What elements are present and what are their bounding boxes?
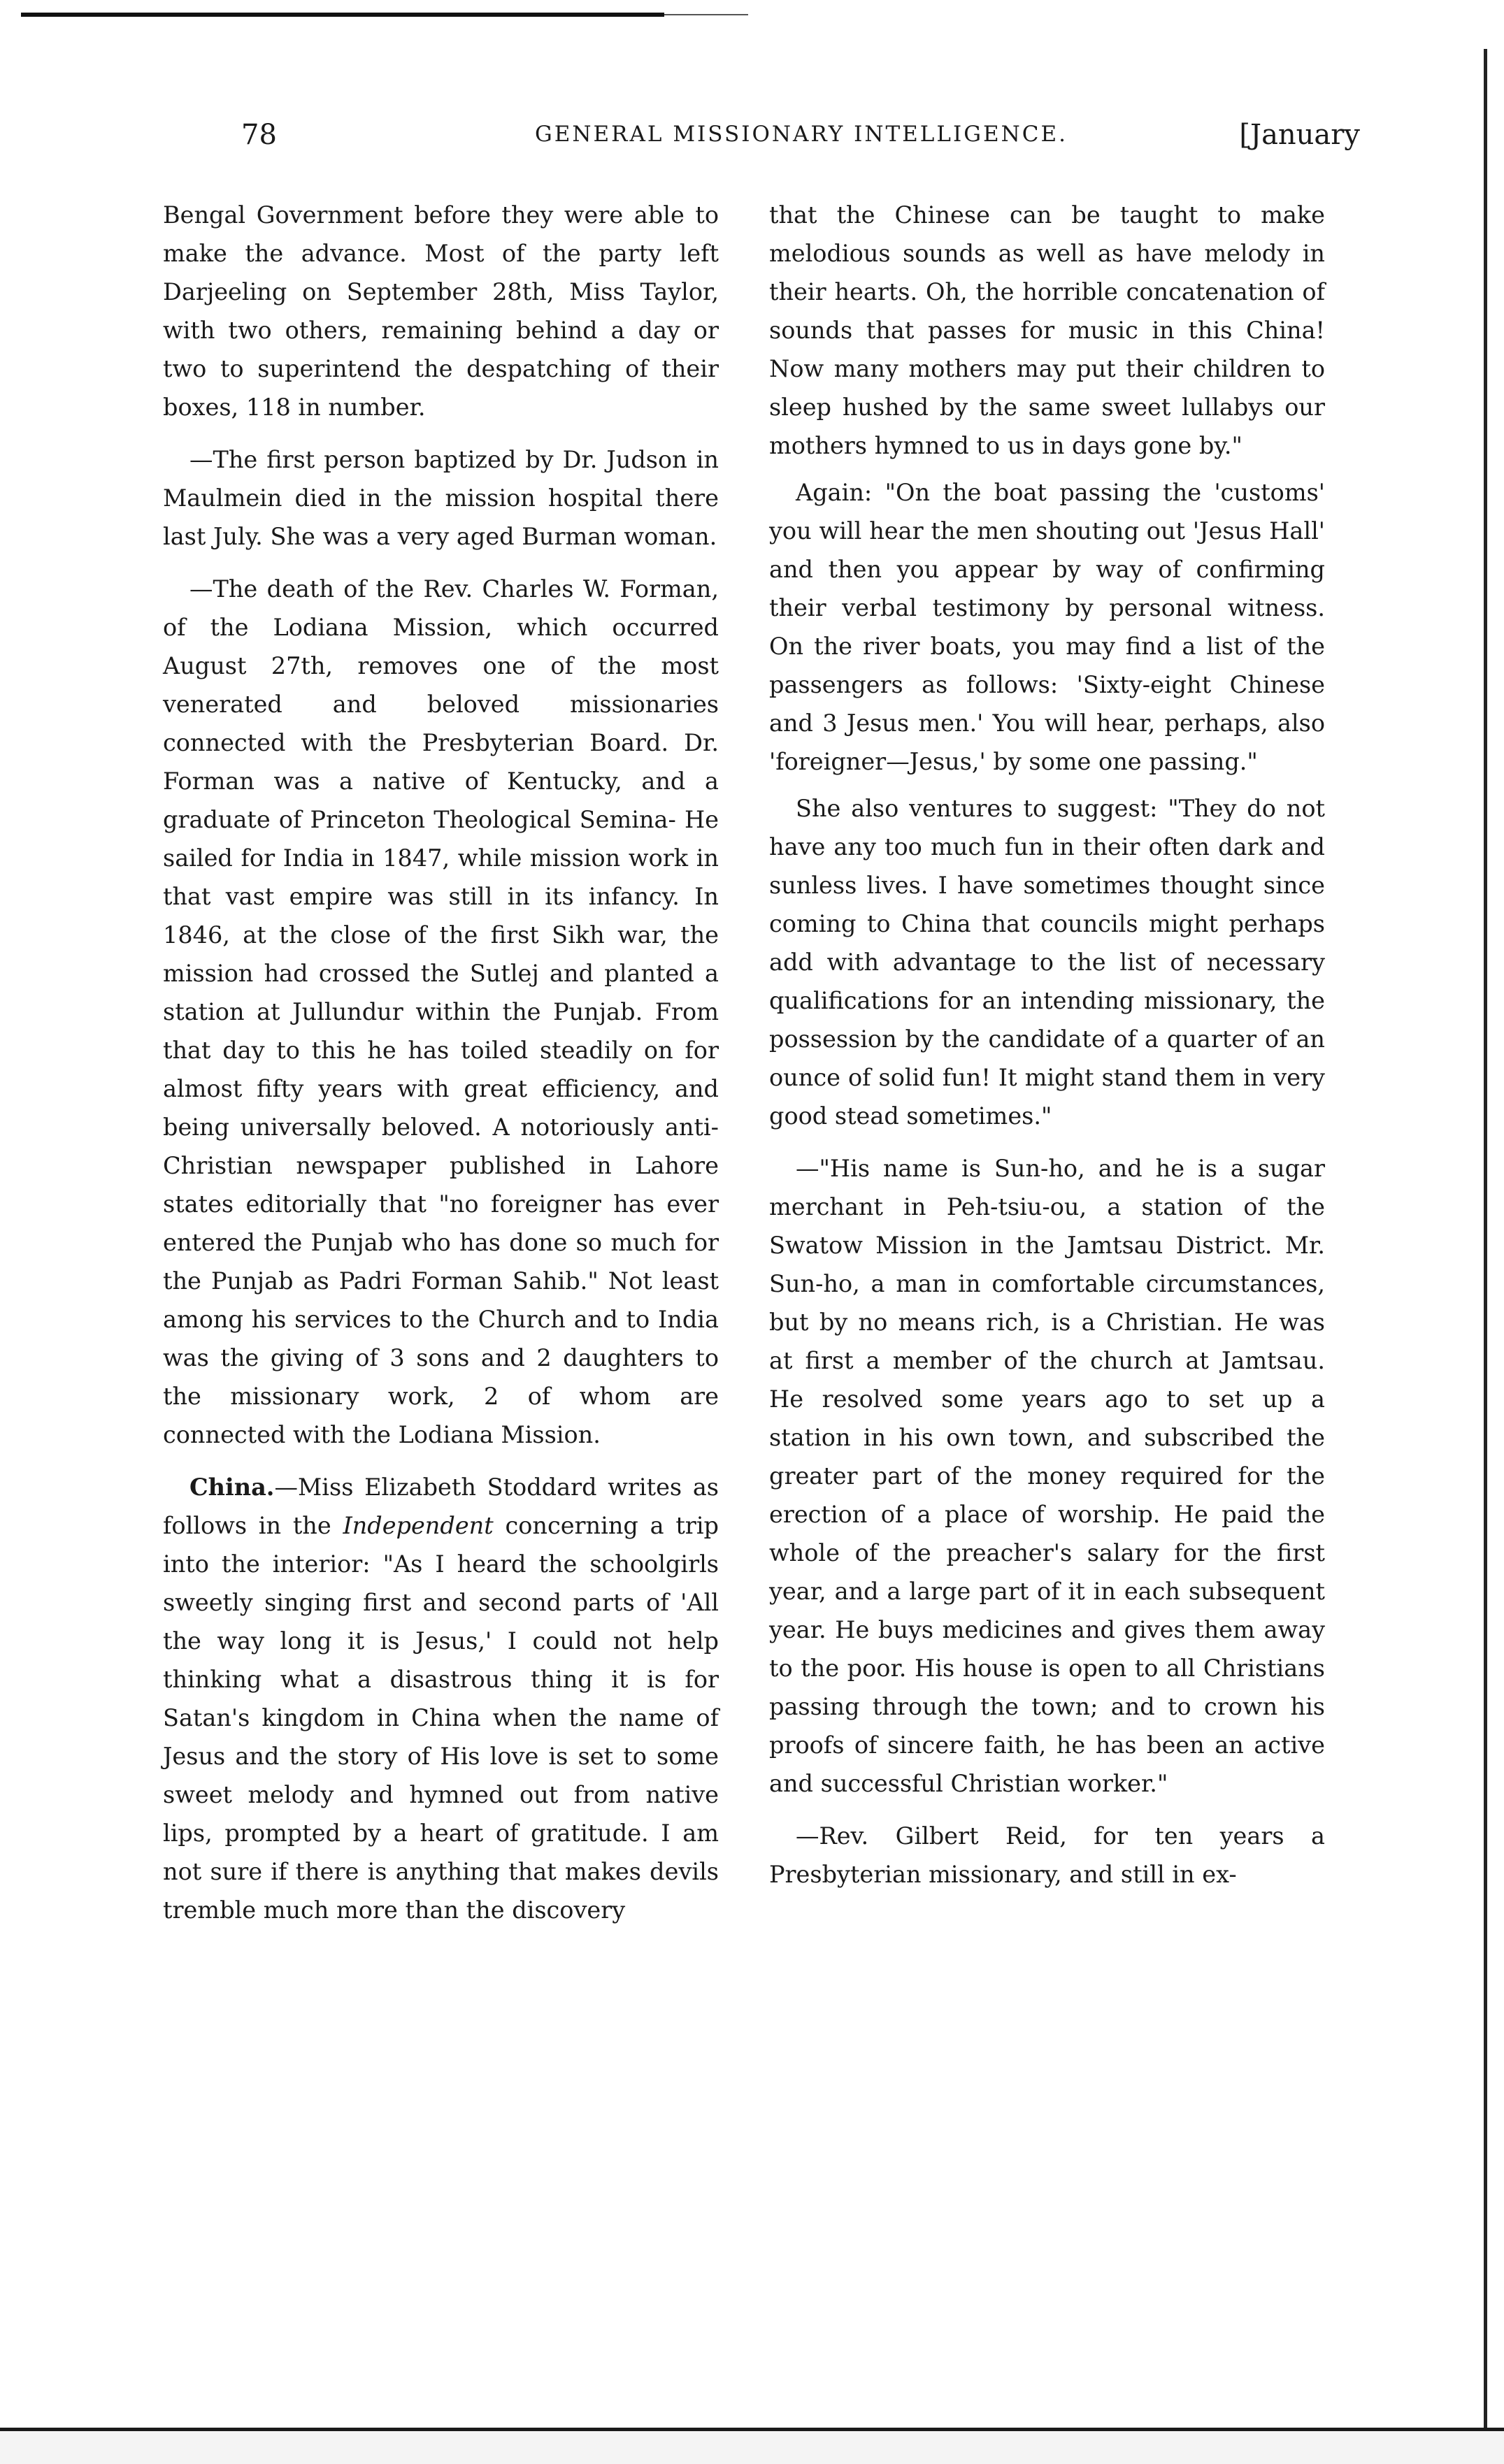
left-column (163, 196, 719, 2377)
right-column (769, 196, 1325, 2377)
running-title: GENERAL MISSIONARY INTELLIGENCE. (535, 122, 1068, 147)
publication-title: Independent (343, 1512, 494, 1539)
paragraph-sun-ho: —"His name is Sun-ho, and he is a sugar merchant in Peh-tsiu-ou, a station of the Swatow Mission in the Jamtsau District. Mr. Sun-ho, a man in comfortable circumstances, but by no means rich, is a Christian. He was at first a member of the church at Jamtsau. He resolved some years ago to set up a station in his own town, and subscribed the greater part of the money required for the erection of a place of worship. He paid the whole of the preacher's salary for the first year, and a large part of it in each subsequent year. He buys medicines and gives them away to the poor. His house is open to all Christians passing through the town; and to crown his proofs of sincere faith, he has been an active and successful Christian worker." (769, 1155, 1325, 1797)
running-month: [January (1239, 119, 1360, 151)
paragraph-china-text-b: concerning a trip into the interior: "As I heard the schoolgirls sweetly singing first and second parts of 'All the way long it is Jesus,' I could not help thinking what a disastrous thing it is for Satan's kingdom in China when the name of Jesus and the story of His love is set to some sweet melody and hymned out from native lips, prompted by a heart of gratitude. I am not sure if there is anything that makes devils tremble much more than the discovery (163, 1512, 719, 1924)
paragraph-customs-boat: Again: "On the boat passing the 'customs' you will hear the men shouting out 'Jesus Hall' and then you appear by way of confirming their verbal testimony by personal witness. On the river boats, you may find a list of the passengers as follows: 'Sixty-eight Chinese and 3 Jesus men.' You will hear, perhaps, also 'foreigner—Jesus,' by some one passing." (769, 479, 1325, 775)
paragraph-china-stoddard (163, 1468, 719, 1929)
bottom-margin (0, 2431, 1504, 2464)
page-edge-shadow (1484, 49, 1487, 2440)
page-number: 78 (241, 119, 277, 151)
top-border-rule-thin (664, 14, 748, 15)
paragraph-gilbert-reid: —Rev. Gilbert Reid, for ten years a Presbyterian missionary, and still in ex- (769, 1822, 1325, 1888)
section-lead-china: China. (189, 1474, 275, 1501)
top-border-rule (21, 13, 664, 17)
paragraph-forman-death: —The death of the Rev. Charles W. Forman, of the Lodiana Mission, which occurred August 27th, removes one of the most venerated and beloved missionaries connected with the Presbyterian Board. Dr. Forman was a native of Kentucky, and a graduate of Princeton Theological Semina- He sailed for India in 1847, while mission work in that vast empire was still in its infancy. In 1846, at the close of the first Sikh war, the mission had crossed the Sutlej and planted a station at Jullundur within the Punjab. From that day to this he has toiled steadily on for almost fifty years with great efficiency, and being universally beloved. A notoriously anti-Christian newspaper published in Lahore states editorially that "no foreigner has ever entered the Punjab who has done so much for the Punjab as Padri Forman Sahib." Not least among his services to the Church and to India was the giving of 3 sons and 2 daughters to the missionary work, 2 of whom are connected with the Lodiana Mission. (163, 575, 719, 1448)
paragraph-fun-suggestion: She also ventures to suggest: "They do not have any too much fun in their often dark and sunless lives. I have sometimes thought since coming to China that councils might perhaps add with advantage to the list of necessary qualifications for an intending missionary, the possession by the candidate of a quarter of an ounce of solid fun! It might stand them in very good stead sometimes." (769, 795, 1325, 1130)
paragraph-bengal-government: Bengal Government before they were able to make the advance. Most of the party left Darjeeling on September 28th, Miss Taylor, with two others, remaining behind a day or two to superintend the despatching of their boxes, 118 in number. (163, 201, 719, 421)
paragraph-chinese-melody: that the Chinese can be taught to make melodious sounds as well as have melody in their hearts. Oh, the horrible concatenation of sounds that passes for music in this China! Now many mothers may put their children to sleep hushed by the same sweet lullabys our mothers hymned to us in days gone by." (769, 201, 1325, 459)
paragraph-judson-baptism: —The first person baptized by Dr. Judson in Maulmein died in the mission hospital there last July. She was a very aged Burman woman. (163, 446, 719, 550)
paragraph-china-text-a: —Miss Elizabeth Stoddard writes as follows in the (163, 1474, 719, 1539)
running-head (241, 119, 1360, 168)
